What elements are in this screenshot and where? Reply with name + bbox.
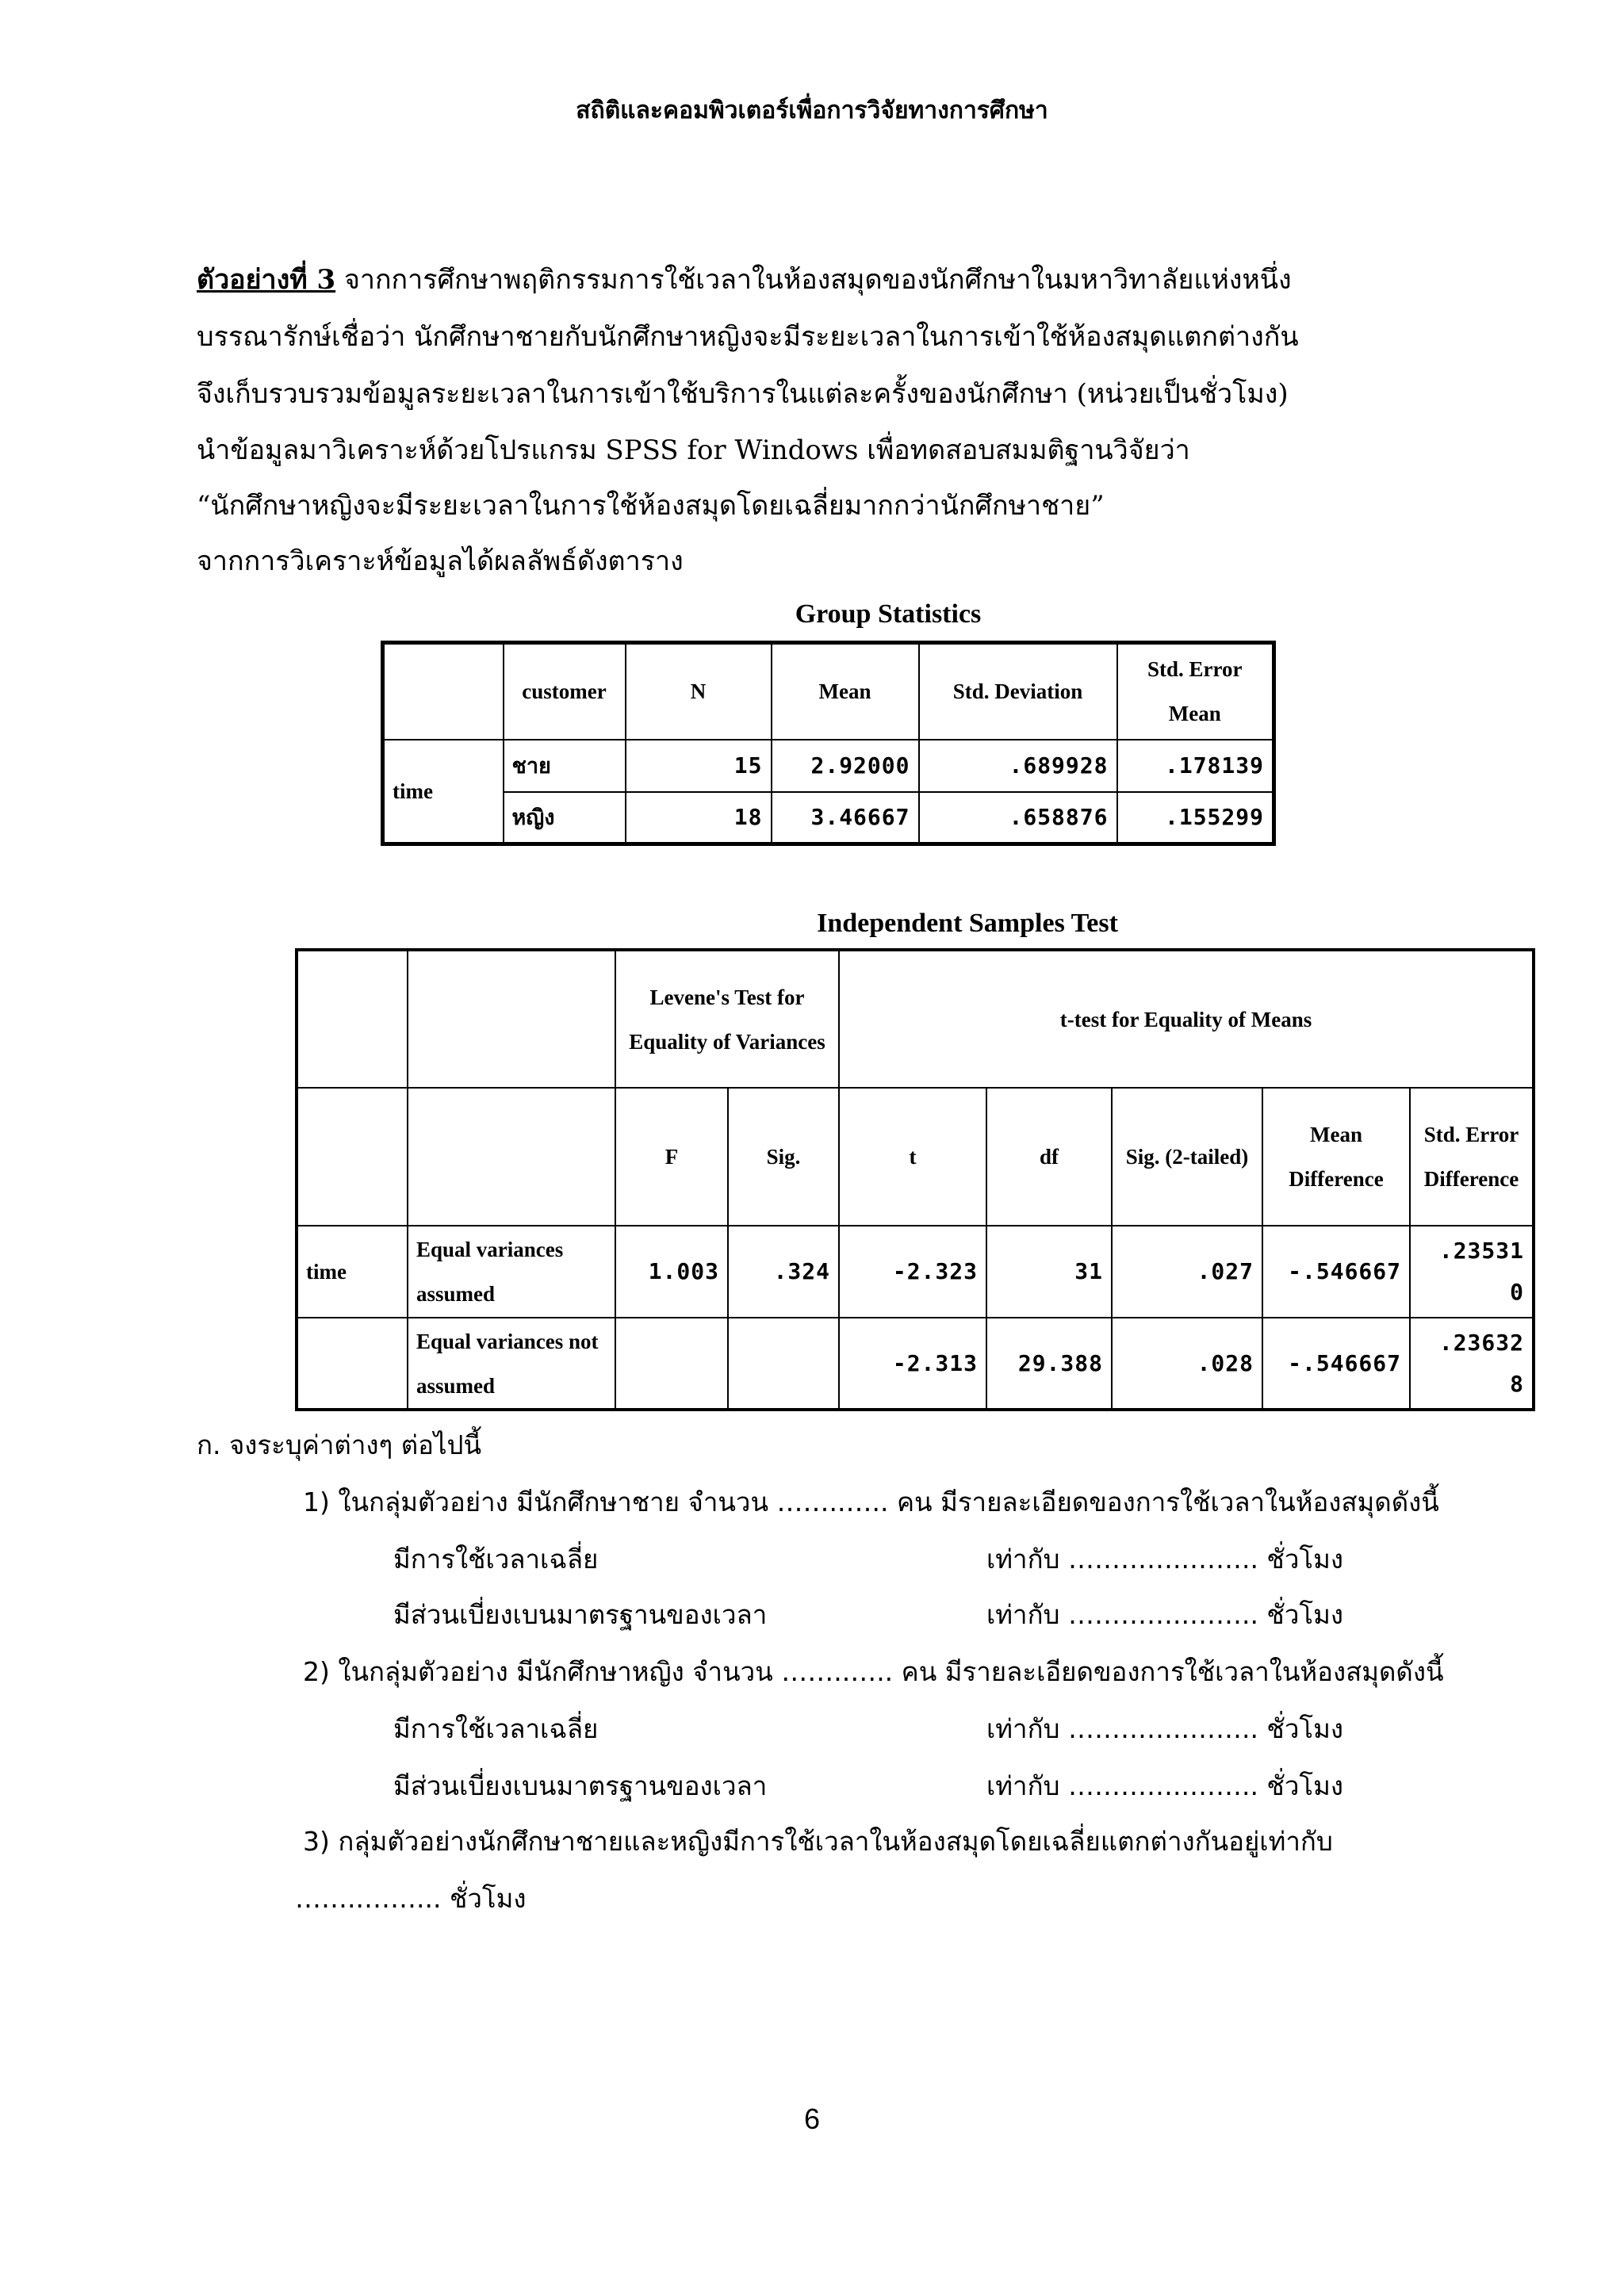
ist-header-df: df — [986, 1088, 1112, 1226]
gs-group-male: ชาย — [504, 740, 626, 792]
ist-ttest-header: t-test for Equality of Means — [839, 950, 1534, 1088]
ist-sed-not-assumed — [1410, 1318, 1534, 1410]
ist-md-not-assumed: -.546667 — [1262, 1318, 1410, 1410]
gs-mean-male: 2.92000 — [772, 740, 919, 792]
gs-header-n: N — [626, 643, 772, 740]
table-row — [297, 1226, 1534, 1318]
q2-sd-blank: เท่ากับ …………..…….. ชั่วโมง — [986, 1770, 1343, 1801]
ist-levene-header: Levene's Test for Equality of Variances — [615, 950, 839, 1088]
ist-header-sig: Sig. — [728, 1088, 839, 1226]
ist-row-label: time — [297, 1226, 408, 1318]
q2-mean-blank: เท่ากับ …………..…….. ชั่วโมง — [986, 1713, 1343, 1744]
gs-row-label: time — [383, 740, 504, 844]
ist-header-md: Mean Difference — [1262, 1088, 1410, 1226]
gs-header-customer: customer — [504, 643, 626, 740]
ist-sed-assumed — [1410, 1226, 1534, 1318]
example-line-2: บรรณารักษ์เชื่อว่า นักศึกษาชายกับนักศึกษาหญิงจะมีระยะเวลาในการเข้าใช้ห้องสมุดแตกต่างกัน — [197, 321, 1299, 353]
ist-sed-assumed-line-2: 0 — [1510, 1279, 1524, 1305]
question-1: 1) ในกลุ่มตัวอย่าง มีนักศึกษาชาย จำนวน ……..….. คน มีรายละเอียดของการใช้เวลาในห้องสมุดดังนี้ — [303, 1487, 1439, 1517]
gs-header-sem: Std. Error Mean — [1117, 643, 1274, 740]
table-row — [297, 1318, 1534, 1410]
ist-sig2-not-assumed: .028 — [1112, 1318, 1262, 1410]
ist-corner-cell-2 — [408, 950, 615, 1088]
example-line-5: “นักศึกษาหญิงจะมีระยะเวลาในการใช้ห้องสมุดโดยเฉลี่ยมากกว่านักศึกษาชาย” — [197, 490, 1105, 522]
ist-sed-assumed-line-1: .23531 — [1438, 1238, 1524, 1264]
table-row — [383, 792, 1274, 844]
ist-corner-cell-4 — [408, 1088, 615, 1226]
question-3: 3) กลุ่มตัวอย่างนักศึกษาชายและหญิงมีการใช้เวลาในห้องสมุดโดยเฉลี่ยแตกต่างกันอยู่เท่ากับ — [303, 1826, 1333, 1857]
ist-sig2-assumed: .027 — [1112, 1226, 1262, 1318]
gs-mean-female: 3.46667 — [772, 792, 919, 844]
group-statistics-title: Group Statistics — [795, 599, 982, 629]
ist-t-not-assumed: -2.313 — [839, 1318, 986, 1410]
example-line-1-text: จากการศึกษาพฤติกรรมการใช้เวลาในห้องสมุดของนักศึกษาในมหาวิทาลัยแห่งหนึ่ง — [343, 264, 1292, 296]
questions-intro: ก. จงระบุค่าต่างๆ ต่อไปนี้ — [197, 1429, 482, 1460]
gs-sd-male: .689928 — [919, 740, 1117, 792]
ist-header-t: t — [839, 1088, 986, 1226]
gs-header-row — [383, 643, 1274, 740]
gs-n-male: 15 — [626, 740, 772, 792]
ist-f-not-assumed — [615, 1318, 728, 1410]
example-line-1 — [197, 264, 1292, 296]
gs-n-female: 18 — [626, 792, 772, 844]
gs-corner-cell — [383, 643, 504, 740]
question-2: 2) ในกลุ่มตัวอย่าง มีนักศึกษาหญิง จำนวน ……..….. คน มีรายละเอียดของการใช้เวลาในห้องสมุดดังนี้ — [303, 1656, 1444, 1687]
gs-sem-male: .178139 — [1117, 740, 1274, 792]
ist-label-assumed: Equal variances assumed — [408, 1226, 615, 1318]
q3-blank: ……..……... ชั่วโมง — [295, 1883, 527, 1914]
ist-t-assumed: -2.323 — [839, 1226, 986, 1318]
q1-mean-label: มีการใช้เวลาเฉลี่ย — [393, 1544, 599, 1575]
ist-header-f: F — [615, 1088, 728, 1226]
gs-group-female: หญิง — [504, 792, 626, 844]
example-line-4: นำข้อมูลมาวิเคราะห์ด้วยโปรแกรม SPSS for Windows เพื่อทดสอบสมมติฐานวิจัยว่า — [197, 434, 1190, 466]
ist-sed-not-assumed-line-2: 8 — [1510, 1370, 1524, 1397]
q1-mean-blank: เท่ากับ …………..…….. ชั่วโมง — [986, 1544, 1343, 1575]
ist-header-row-2 — [297, 1088, 1534, 1226]
ist-md-assumed: -.546667 — [1262, 1226, 1410, 1318]
q1-sd-label: มีส่วนเบี่ยงเบนมาตรฐานของเวลา — [393, 1599, 768, 1630]
gs-sd-female: .658876 — [919, 792, 1117, 844]
ist-header-sed: Std. Error Difference — [1410, 1088, 1534, 1226]
ist-row-label-empty — [297, 1318, 408, 1410]
gs-header-sd: Std. Deviation — [919, 643, 1117, 740]
ist-sig-not-assumed — [728, 1318, 839, 1410]
ist-df-not-assumed: 29.388 — [986, 1318, 1112, 1410]
gs-header-mean: Mean — [772, 643, 919, 740]
example-lead: ตัวอย่างที่ 3 — [197, 264, 336, 296]
q1-sd-blank: เท่ากับ …………..…….. ชั่วโมง — [986, 1599, 1343, 1630]
ist-df-assumed: 31 — [986, 1226, 1112, 1318]
ist-header-sig2: Sig. (2-tailed) — [1112, 1088, 1262, 1226]
page-number: 6 — [803, 2103, 821, 2135]
gs-sem-female: .155299 — [1117, 792, 1274, 844]
ist-corner-cell-1 — [297, 950, 408, 1088]
running-header: สถิติและคอมพิวเตอร์เพื่อการวิจัยทางการศึกษา — [576, 97, 1048, 124]
example-line-6: จากการวิเคราะห์ข้อมูลได้ผลลัพธ์ดังตาราง — [197, 545, 684, 577]
q2-mean-label: มีการใช้เวลาเฉลี่ย — [393, 1713, 599, 1744]
example-line-3: จึงเก็บรวบรวมข้อมูลระยะเวลาในการเข้าใช้บริการในแต่ละครั้งของนักศึกษา (หน่วยเป็นชั่วโมง) — [197, 378, 1289, 410]
ist-corner-cell-3 — [297, 1088, 408, 1226]
table-row — [383, 740, 1274, 792]
ist-sed-not-assumed-line-1: .23632 — [1438, 1329, 1524, 1356]
group-statistics-table — [381, 641, 1276, 846]
q2-sd-label: มีส่วนเบี่ยงเบนมาตรฐานของเวลา — [393, 1770, 768, 1801]
independent-samples-title: Independent Samples Test — [817, 909, 1118, 938]
ist-label-not-assumed: Equal variances not assumed — [408, 1318, 615, 1410]
ist-f-assumed: 1.003 — [615, 1226, 728, 1318]
ist-header-row-1 — [297, 950, 1534, 1088]
ist-sig-assumed: .324 — [728, 1226, 839, 1318]
independent-samples-table — [295, 948, 1535, 1411]
